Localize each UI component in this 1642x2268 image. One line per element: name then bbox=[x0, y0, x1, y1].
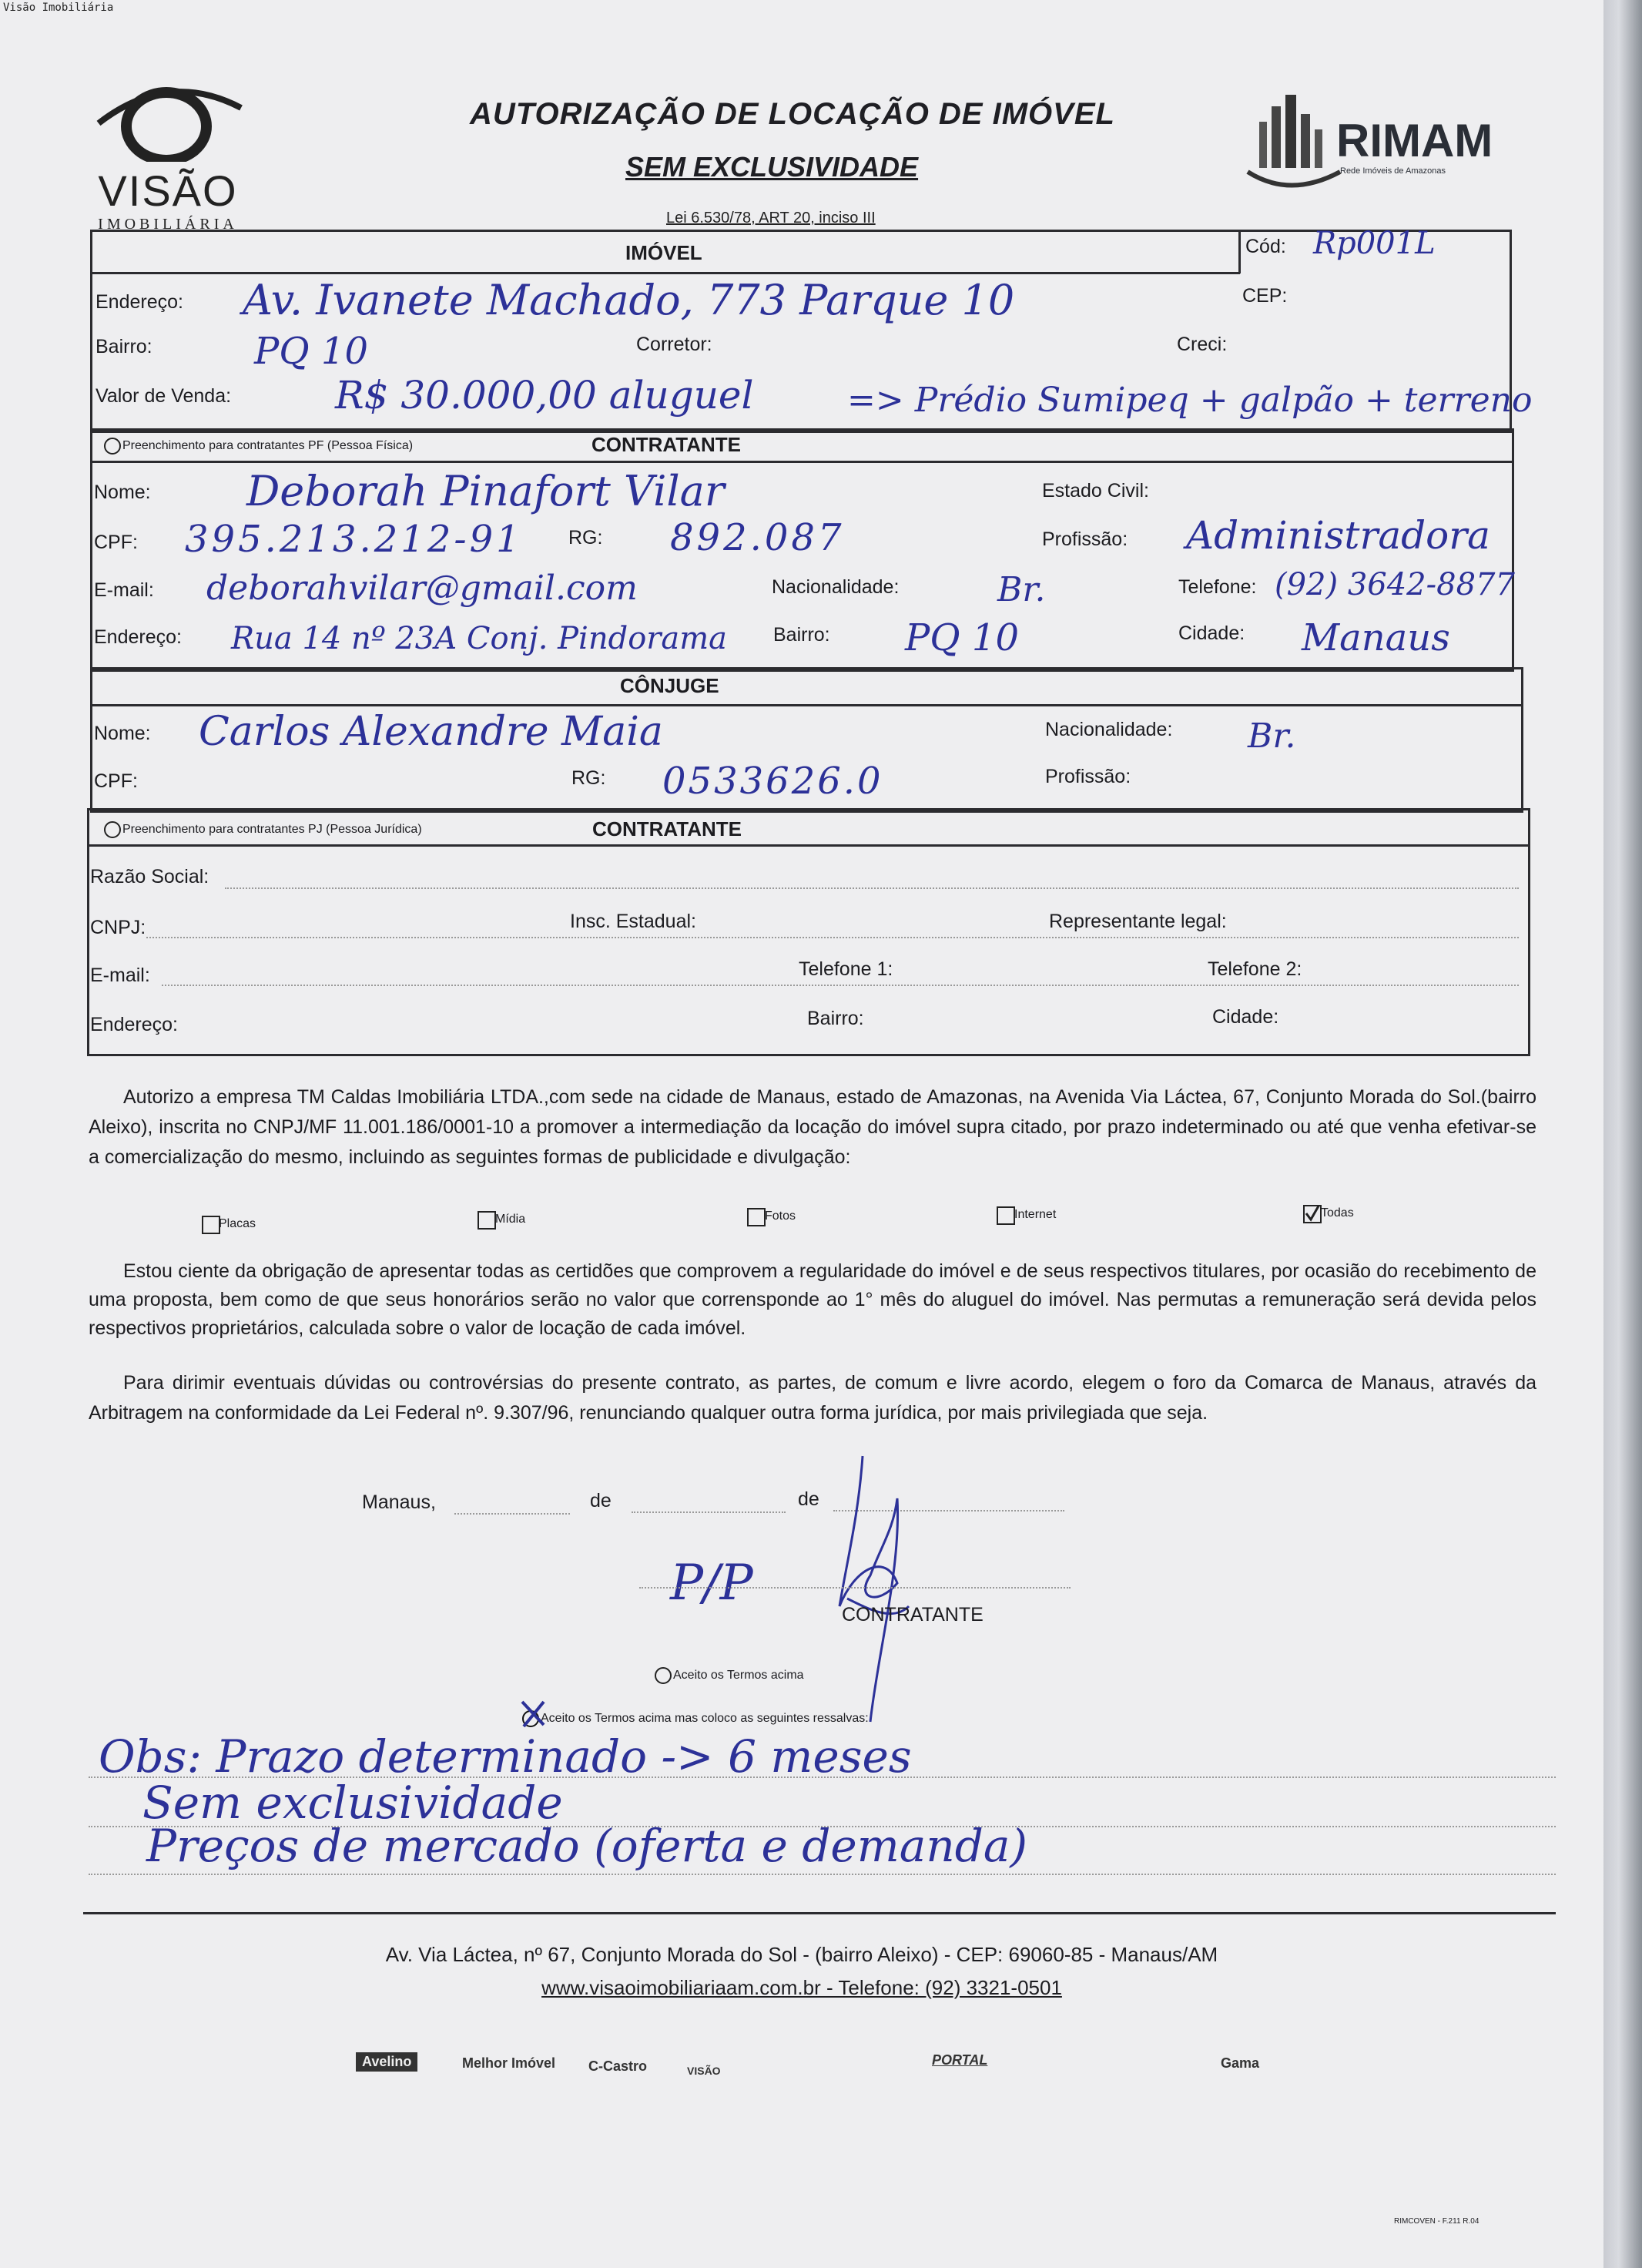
pj-email-label: E-mail: bbox=[90, 965, 150, 986]
partner-logo-gama: Gama bbox=[1221, 2055, 1260, 2071]
conjuge-header-line bbox=[92, 704, 1521, 706]
obs-rule-3 bbox=[89, 1874, 1556, 1875]
pj-razao-label: Razão Social: bbox=[90, 866, 209, 887]
pf-profissao-value: Administradora bbox=[1186, 513, 1490, 558]
aceito-text: Aceito os Termos acima bbox=[673, 1669, 804, 1683]
pf-cpf-value: 395.213.212-91 bbox=[185, 518, 523, 561]
imovel-endereco-label: Endereço: bbox=[96, 291, 183, 313]
imovel-bairro-label: Bairro: bbox=[96, 336, 152, 357]
buildings-icon bbox=[1244, 91, 1344, 199]
checkbox-fotos[interactable] bbox=[747, 1208, 766, 1226]
pj-endereco-label: Endereço: bbox=[90, 1014, 178, 1035]
conjuge-rg-label: RG: bbox=[571, 767, 606, 789]
aceito-option bbox=[655, 1667, 804, 1684]
pj-tel1-label: Telefone 1: bbox=[799, 958, 893, 980]
header-tag: Visão Imobiliária bbox=[3, 2, 114, 14]
visao-logo-sub: IMOBILIÁRIA bbox=[98, 216, 238, 233]
partner-logo-portal: PORTAL bbox=[932, 2052, 988, 2068]
conjuge-nome-value: Carlos Alexandre Maia bbox=[199, 709, 663, 755]
checkbox-internet-label: Internet bbox=[1014, 1208, 1057, 1221]
date-day-line bbox=[454, 1513, 570, 1515]
pj-note-text: Preenchimento para contratantes PJ (Pessoa Jurídica) bbox=[122, 823, 422, 837]
pf-bairro-label: Bairro: bbox=[773, 624, 830, 646]
imovel-heading: IMÓVEL bbox=[625, 241, 702, 264]
imovel-creci-label: Creci: bbox=[1177, 334, 1228, 355]
law-reference: Lei 6.530/78, ART 20, inciso III bbox=[666, 210, 876, 226]
signature-line bbox=[639, 1587, 1071, 1589]
partner-logo-ccastro: C-Castro bbox=[588, 2058, 648, 2074]
partner-logo-avelino: Avelino bbox=[356, 2052, 417, 2072]
date-month-line bbox=[632, 1511, 786, 1513]
page-edge bbox=[1603, 0, 1642, 2268]
paragraph-foro: Para dirimir eventuais dúvidas ou controvérsias do presente contrato, as partes, de comum e livre acordo, elegem o foro da Comarca de Manaus, através da Arbitragem na conformidade da Lei Federal nº. 9.307/96, renunciando qualquer outra forma jurídica, por mais privilegiada que seja. bbox=[89, 1372, 1536, 1424]
checkbox-placas[interactable] bbox=[202, 1216, 220, 1234]
page-title: AUTORIZAÇÃO DE LOCAÇÃO DE IMÓVEL bbox=[470, 97, 1115, 131]
pf-telefone-value: (92) 3642-8877 bbox=[1275, 567, 1515, 602]
eye-icon bbox=[83, 77, 253, 162]
aceito-ressalvas-text: Aceito os Termos acima mas coloco as seguintes ressalvas: bbox=[541, 1712, 869, 1726]
page-subtitle: SEM EXCLUSIVIDADE bbox=[625, 151, 919, 183]
initials: P/P bbox=[670, 1555, 753, 1612]
pj-radio[interactable] bbox=[104, 821, 121, 838]
cod-divider bbox=[1238, 231, 1241, 273]
pf-nacionalidade-value: Br. bbox=[997, 570, 1046, 609]
checkbox-todas[interactable] bbox=[1303, 1205, 1322, 1223]
imovel-valor-note: => Prédio Sumipeq + galpão + terreno bbox=[847, 381, 1533, 420]
checkbox-midia-label: Mídia bbox=[495, 1213, 526, 1226]
conjuge-rg-value: 0533626.0 bbox=[662, 760, 883, 803]
paragraph-certidoes: Estou ciente da obrigação de apresentar todas as certidões que comprovem a regularidade do imóvel e de seus respectivos titulares, por ocasião do recebimento de uma proposta, bem como de que seus honorários serão no valor que corrensponde ao 1° mês do aluguel do imóvel. Nas permutas a remuneração será devida pelos respectivos proprietários, calculada sobre o valor de locação de cada imóvel. bbox=[89, 1260, 1536, 1339]
pj-email-line bbox=[162, 985, 1519, 986]
footer-contact[interactable]: www.visaoimobiliariaam.com.br - Telefone: (92) 3321-0501 bbox=[541, 1976, 1062, 1999]
pj-tel2-label: Telefone 2: bbox=[1208, 958, 1302, 980]
pf-email-value: deborahvilar@gmail.com bbox=[206, 569, 638, 608]
pf-header-line bbox=[92, 461, 1512, 463]
pf-endereco-value: Rua 14 nº 23A Conj. Pindorama bbox=[231, 621, 728, 656]
pf-nacionalidade-label: Nacionalidade: bbox=[772, 576, 900, 598]
pf-nome-label: Nome: bbox=[94, 481, 151, 503]
checkbox-midia[interactable] bbox=[478, 1211, 496, 1230]
imovel-endereco-value: Av. Ivanete Machado, 773 Parque 10 bbox=[243, 276, 1015, 324]
x-mark-icon bbox=[518, 1699, 548, 1730]
contratante-sign-label: CONTRATANTE bbox=[842, 1604, 984, 1626]
imovel-valor-value: R$ 30.000,00 aluguel bbox=[335, 373, 754, 418]
conjuge-cpf-label: CPF: bbox=[94, 770, 138, 792]
visao-logo bbox=[83, 77, 253, 233]
pj-heading: CONTRATANTE bbox=[592, 817, 742, 840]
checkbox-placas-label: Placas bbox=[219, 1217, 256, 1230]
partner-logo-melhor-imovel: Melhor Imóvel bbox=[462, 2055, 556, 2071]
pf-rg-label: RG: bbox=[568, 527, 603, 549]
date-de-1: de bbox=[590, 1490, 612, 1511]
imovel-cep-label: CEP: bbox=[1242, 285, 1288, 307]
date-de-2: de bbox=[798, 1488, 819, 1510]
pf-cpf-label: CPF: bbox=[94, 532, 138, 553]
aceito-radio[interactable] bbox=[655, 1667, 672, 1684]
aceito-ressalvas-option bbox=[522, 1710, 869, 1727]
obs-line-1: Obs: Prazo determinado -> 6 meses bbox=[99, 1730, 912, 1783]
pj-cnpj-label: CNPJ: bbox=[90, 917, 146, 938]
paragraph-authorization: Autorizo a empresa TM Caldas Imobiliária LTDA.,com sede na cidade de Manaus, estado de Amazonas, na Avenida Via Láctea, 67, Conjunto Morada do Sol.(bairro Aleixo), inscrita no CNPJ/MF 11.001.186/0001-10 a promover a intermediação da locação do imóvel supra citado, por prazo indeterminado ou até que venha efetivar-se a comercialização do mesmo, incluindo as seguintes formas de publicidade e divulgação: bbox=[89, 1086, 1536, 1168]
pj-rep-label: Representante legal: bbox=[1049, 911, 1227, 932]
visao-logo-word: VISÃO bbox=[98, 166, 238, 215]
pf-bairro-value: PQ 10 bbox=[905, 616, 1019, 659]
checkbox-todas-label: Todas bbox=[1321, 1206, 1354, 1220]
checkbox-fotos-label: Fotos bbox=[765, 1209, 796, 1223]
rimam-logo-sub: Rede Imóveis de Amazonas bbox=[1340, 166, 1446, 176]
pf-email-label: E-mail: bbox=[94, 579, 154, 601]
footer-rule bbox=[83, 1912, 1556, 1914]
pj-header-line bbox=[89, 844, 1528, 847]
pf-endereco-label: Endereço: bbox=[94, 626, 182, 648]
signature-image bbox=[824, 1452, 924, 1730]
obs-line-3: Preços de mercado (oferta e demanda) bbox=[146, 1820, 1028, 1872]
pf-nome-value: Deborah Pinafort Vilar bbox=[246, 467, 725, 515]
pf-estado-civil-label: Estado Civil: bbox=[1042, 480, 1149, 502]
obs-line-2: Sem exclusividade bbox=[142, 1776, 563, 1829]
pf-note bbox=[104, 438, 413, 455]
pf-profissao-label: Profissão: bbox=[1042, 528, 1128, 550]
conjuge-nacionalidade-label: Nacionalidade: bbox=[1045, 719, 1173, 740]
conjuge-nacionalidade-value: Br. bbox=[1248, 716, 1296, 756]
imovel-bairro-value: PQ 10 bbox=[254, 330, 368, 373]
pf-heading: CONTRATANTE bbox=[591, 433, 742, 456]
imovel-corretor-label: Corretor: bbox=[636, 334, 712, 355]
conjuge-heading: CÔNJUGE bbox=[620, 674, 719, 697]
cod-value: Rp001L bbox=[1313, 226, 1436, 261]
pj-bairro-label: Bairro: bbox=[807, 1008, 864, 1029]
conjuge-profissao-label: Profissão: bbox=[1045, 766, 1131, 787]
rimam-logo bbox=[1244, 91, 1498, 199]
form-code: RIMCOVEN - F.211 R.04 bbox=[1394, 2217, 1479, 2226]
pf-note-text: Preenchimento para contratantes PF (Pessoa Física) bbox=[122, 439, 414, 453]
pf-telefone-label: Telefone: bbox=[1178, 576, 1257, 598]
pj-cidade-label: Cidade: bbox=[1212, 1006, 1279, 1028]
pj-insc-label: Insc. Estadual: bbox=[570, 911, 696, 932]
pf-rg-value: 892.087 bbox=[670, 516, 845, 559]
date-city: Manaus, bbox=[362, 1491, 436, 1513]
checkbox-internet[interactable] bbox=[997, 1206, 1015, 1225]
cod-label: Cód: bbox=[1245, 236, 1286, 257]
conjuge-nome-label: Nome: bbox=[94, 723, 151, 744]
footer-contact-wrap bbox=[0, 1976, 1603, 2000]
pf-cidade-label: Cidade: bbox=[1178, 622, 1245, 644]
footer-address: Av. Via Láctea, nº 67, Conjunto Morada do Sol - (bairro Aleixo) - CEP: 69060-85 - Manaus/AM bbox=[385, 1943, 1218, 1966]
pf-cidade-value: Manaus bbox=[1302, 616, 1450, 659]
imovel-header-line bbox=[92, 272, 1240, 274]
imovel-valor-label: Valor de Venda: bbox=[96, 385, 232, 407]
partner-logo-visao: VISÃO bbox=[687, 2065, 721, 2077]
pj-note bbox=[104, 821, 422, 838]
pj-razao-line bbox=[225, 887, 1519, 889]
rimam-logo-word: RIMAM bbox=[1336, 115, 1493, 166]
pf-radio[interactable] bbox=[104, 438, 121, 455]
check-mark-icon bbox=[1305, 1206, 1320, 1222]
pj-cnpj-line bbox=[146, 937, 1519, 938]
